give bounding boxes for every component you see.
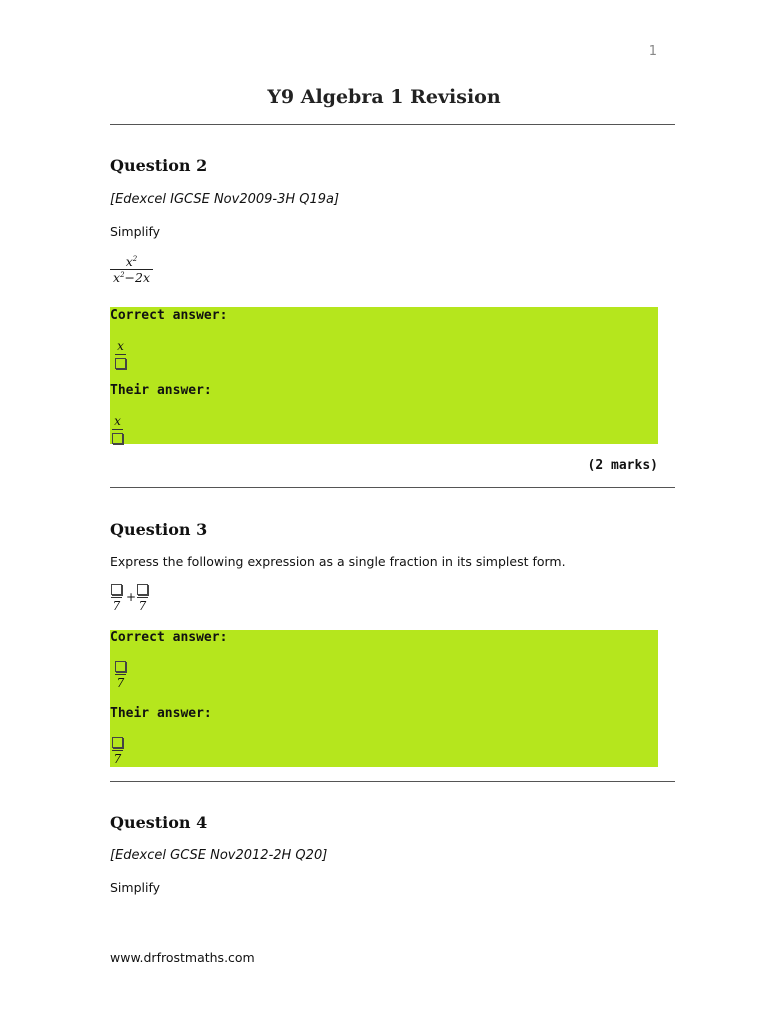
- their-answer-denominator: 7: [113, 752, 122, 766]
- expression-numerator: $x^2$: [125, 254, 138, 269]
- placeholder-box-icon: [115, 358, 126, 369]
- question-2-marks: (2 marks): [587, 458, 658, 473]
- correct-answer-label: Correct answer:: [110, 630, 228, 645]
- correct-answer-denominator: 7: [116, 676, 125, 690]
- question-3-answer-box: [110, 630, 658, 767]
- their-answer-numerator: x: [114, 414, 121, 428]
- their-answer-label: Their answer:: [110, 383, 212, 398]
- placeholder-box-icon: [137, 584, 148, 595]
- divider: [110, 781, 675, 782]
- expression-denominator: $x^2-2x$: [113, 270, 151, 285]
- expression-fraction-1: 7: [111, 582, 122, 613]
- divider: [110, 487, 675, 488]
- expression-fraction-2: 7: [137, 582, 148, 613]
- correct-answer-label: Correct answer:: [110, 308, 228, 323]
- question-2-answer-box: [110, 307, 658, 444]
- plus-sign: +: [126, 590, 137, 604]
- correct-answer-numerator: x: [117, 339, 124, 353]
- placeholder-box-icon: [115, 661, 126, 672]
- question-2-expression: [110, 254, 153, 285]
- question-2-heading: Question 2: [110, 156, 208, 175]
- their-answer-fraction: [112, 414, 123, 445]
- correct-answer-fraction: [115, 339, 126, 370]
- question-2-source: [Edexcel IGCSE Nov2009-3H Q19a]: [110, 192, 340, 207]
- placeholder-box-icon: [111, 584, 122, 595]
- question-4-source: [Edexcel GCSE Nov2012-2H Q20]: [110, 848, 328, 863]
- question-4-heading: Question 4: [110, 813, 208, 832]
- footer-url: www.drfrostmaths.com: [110, 950, 255, 965]
- their-answer-label: Their answer:: [110, 706, 212, 721]
- question-3-heading: Question 3: [110, 520, 208, 539]
- their-answer-fraction: [112, 735, 123, 766]
- correct-answer-fraction: [115, 659, 126, 690]
- page-number: 1: [648, 44, 657, 59]
- placeholder-box-icon: [112, 737, 123, 748]
- document-title: Y9 Algebra 1 Revision: [267, 86, 501, 108]
- question-4-instruction: Simplify: [110, 880, 161, 895]
- question-3-instruction: Express the following expression as a single fraction in its simplest form.: [110, 554, 566, 569]
- question-2-instruction: Simplify: [110, 224, 161, 239]
- placeholder-box-icon: [112, 433, 123, 444]
- divider: [110, 124, 675, 125]
